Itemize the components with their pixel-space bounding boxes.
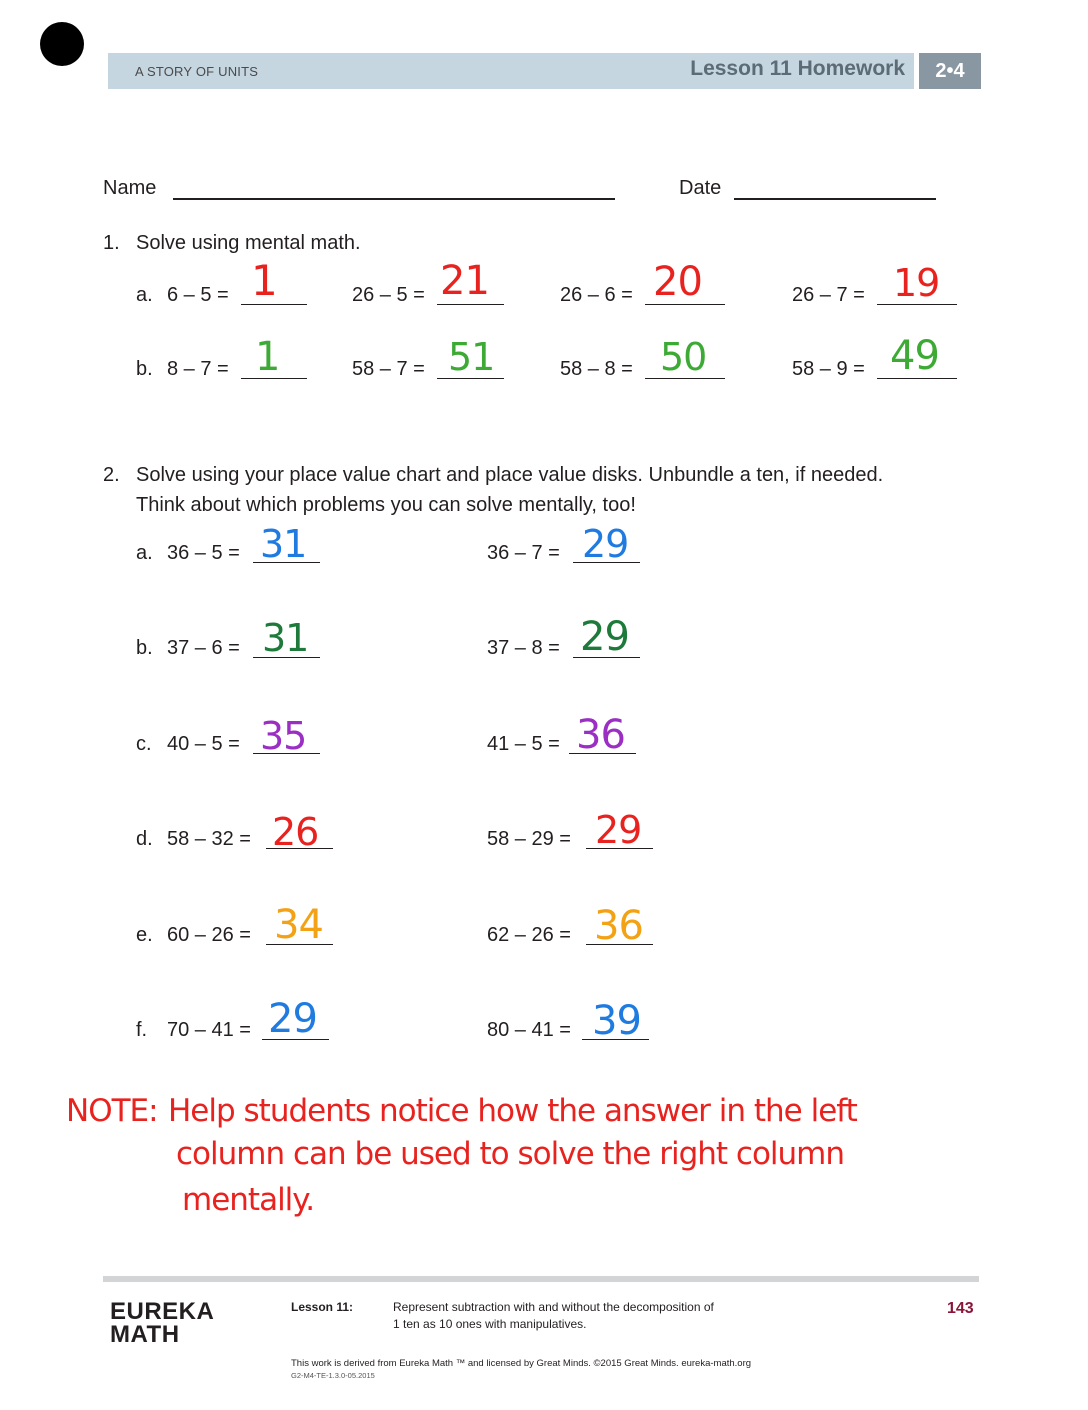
problem-2e-letter: e.	[136, 924, 153, 946]
problem-2c-left-expr: 40 – 5 =	[167, 733, 240, 755]
handwritten-answer: 21	[440, 258, 489, 304]
problem-1b-expr-1: 8 – 7 =	[167, 358, 229, 380]
handwritten-answer: 50	[660, 335, 707, 379]
lesson-title: Lesson 11 Homework	[690, 57, 905, 80]
problem-1-number: 1.	[103, 232, 120, 254]
handwritten-answer: 51	[448, 335, 495, 379]
handwritten-answer: 1	[255, 334, 280, 380]
problem-1a-expr-1: 6 – 5 =	[167, 284, 229, 306]
logo-line-1: EUREKA	[110, 1298, 215, 1325]
grade-module-badge: 2•4	[919, 53, 981, 89]
series-title: A STORY OF UNITS	[135, 64, 259, 79]
problem-2b-letter: b.	[136, 637, 153, 659]
teacher-note-label: NOTE:	[66, 1093, 158, 1129]
problem-2a-letter: a.	[136, 542, 153, 564]
problem-1b-letter: b.	[136, 358, 153, 380]
page-number: 143	[947, 1300, 974, 1317]
problem-2-instruction-1: Solve using your place value chart and place value disks. Unbundle a ten, if needed.	[136, 464, 884, 486]
handwritten-answer: 1	[251, 256, 277, 305]
handwritten-answer: 36	[594, 903, 643, 949]
problem-2a-left-expr: 36 – 5 =	[167, 542, 240, 564]
problem-2e-left-expr: 60 – 26 =	[167, 924, 251, 946]
problem-1-instruction: Solve using mental math.	[136, 232, 361, 254]
teacher-note-line-2: column can be used to solve the right column	[176, 1136, 845, 1172]
handwritten-answer: 49	[890, 333, 939, 379]
teacher-note-line-1: Help students notice how the answer in the left	[168, 1093, 857, 1129]
problem-2-number: 2.	[103, 464, 120, 486]
handwritten-answer: 29	[268, 996, 317, 1042]
eureka-math-logo	[110, 1300, 214, 1346]
handwritten-answer: 29	[582, 522, 629, 566]
handwritten-answer: 31	[260, 522, 307, 566]
handwritten-answer: 26	[272, 810, 319, 854]
handwritten-answer: 29	[580, 614, 629, 660]
problem-2d-right-expr: 58 – 29 =	[487, 828, 571, 850]
footer-description-2: 1 ten as 10 ones with manipulatives.	[393, 1317, 587, 1331]
problem-2b-left-expr: 37 – 6 =	[167, 637, 240, 659]
problem-2b-right-expr: 37 – 8 =	[487, 637, 560, 659]
handwritten-answer: 31	[262, 616, 309, 660]
hole-punch-dot	[40, 22, 84, 66]
footer-code: G2-M4-TE-1.3.0-05.2015	[291, 1371, 375, 1380]
handwritten-answer: 35	[260, 714, 307, 758]
date-label: Date	[679, 177, 722, 199]
footer-license: This work is derived from Eureka Math ™ and licensed by Great Minds. ©2015 Great Minds. eureka-math.org	[291, 1358, 752, 1369]
footer-lesson-label: Lesson 11:	[291, 1300, 354, 1314]
handwritten-answer: 29	[595, 808, 642, 852]
handwritten-answer: 34	[274, 902, 323, 948]
problem-1a-expr-3: 26 – 6 =	[560, 284, 633, 306]
problem-2a-right-expr: 36 – 7 =	[487, 542, 560, 564]
answer-blank[interactable]	[437, 304, 504, 305]
footer-divider	[103, 1276, 979, 1282]
problem-2e-right-expr: 62 – 26 =	[487, 924, 571, 946]
name-label: Name	[103, 177, 157, 199]
name-field[interactable]	[173, 198, 615, 200]
logo-line-2: MATH	[110, 1321, 180, 1348]
problem-2f-letter: f.	[136, 1019, 148, 1041]
problem-2c-right-expr: 41 – 5 =	[487, 733, 560, 755]
problem-2-instruction-2: Think about which problems you can solve mentally, too!	[136, 494, 636, 516]
problem-1a-expr-2: 26 – 5 =	[352, 284, 425, 306]
problem-2f-right-expr: 80 – 41 =	[487, 1019, 571, 1041]
problem-1b-expr-4: 58 – 9 =	[792, 358, 865, 380]
problem-1b-expr-3: 58 – 8 =	[560, 358, 633, 380]
date-field[interactable]	[734, 198, 936, 200]
handwritten-answer: 36	[576, 712, 625, 758]
handwritten-answer: 20	[653, 259, 702, 305]
problem-2d-left-expr: 58 – 32 =	[167, 828, 251, 850]
handwritten-answer: 19	[893, 261, 940, 305]
problem-1a-expr-4: 26 – 7 =	[792, 284, 865, 306]
handwritten-answer: 39	[592, 998, 641, 1044]
problem-2d-letter: d.	[136, 828, 153, 850]
problem-2f-left-expr: 70 – 41 =	[167, 1019, 251, 1041]
problem-1a-letter: a.	[136, 284, 153, 306]
problem-2c-letter: c.	[136, 733, 152, 755]
problem-1b-expr-2: 58 – 7 =	[352, 358, 425, 380]
teacher-note-line-3: mentally.	[182, 1182, 315, 1218]
footer-description-1: Represent subtraction with and without the decomposition of	[393, 1300, 714, 1314]
